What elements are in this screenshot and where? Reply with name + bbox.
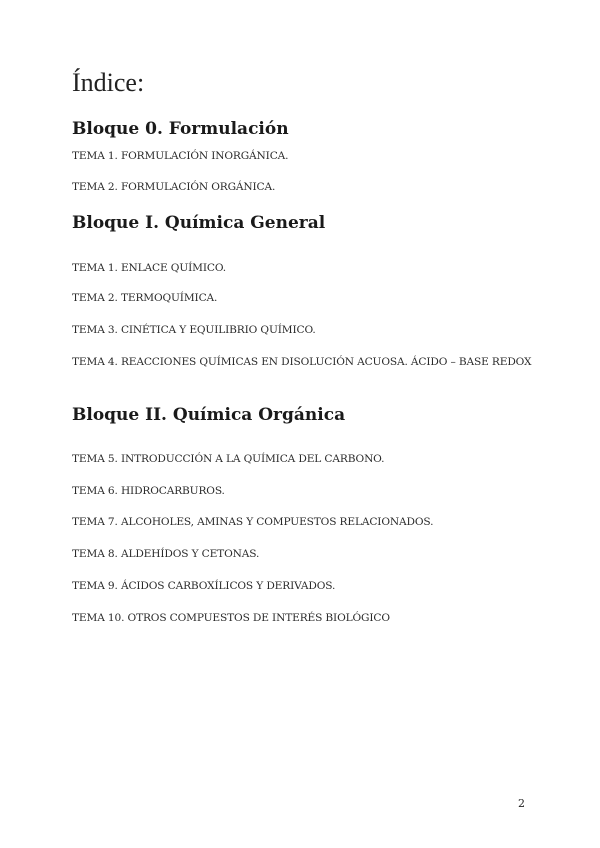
topic-item: TEMA 8. ALDEHÍDOS Y CETONAS. bbox=[72, 548, 260, 560]
page-number: 2 bbox=[518, 797, 525, 810]
topic-item: TEMA 1. ENLACE QUÍMICO. bbox=[72, 262, 226, 274]
topic-item: TEMA 6. HIDROCARBUROS. bbox=[72, 485, 225, 497]
block-heading-quimica-general: Bloque I. Química General bbox=[72, 213, 326, 233]
topic-item: TEMA 3. CINÉTICA Y EQUILIBRIO QUÍMICO. bbox=[72, 324, 316, 336]
topic-item: TEMA 4. REACCIONES QUÍMICAS EN DISOLUCIÓN ACUOSA. ÁCIDO – BASE REDOX bbox=[72, 356, 532, 368]
topic-item: TEMA 10. OTROS COMPUESTOS DE INTERÉS BIOLÓGICO bbox=[72, 612, 390, 624]
topic-item: TEMA 2. TERMOQUÍMICA. bbox=[72, 292, 218, 304]
block-heading-formulacion: Bloque 0. Formulación bbox=[72, 119, 289, 139]
index-title: Índice: bbox=[72, 68, 145, 97]
topic-item: TEMA 1. FORMULACIÓN INORGÁNICA. bbox=[72, 150, 289, 162]
topic-item: TEMA 7. ALCOHOLES, AMINAS Y COMPUESTOS RELACIONADOS. bbox=[72, 516, 434, 528]
topic-item: TEMA 5. INTRODUCCIÓN A LA QUÍMICA DEL CARBONO. bbox=[72, 453, 385, 465]
block-heading-quimica-organica: Bloque II. Química Orgánica bbox=[72, 405, 346, 425]
topic-item: TEMA 9. ÁCIDOS CARBOXÍLICOS Y DERIVADOS. bbox=[72, 580, 336, 592]
topic-item: TEMA 2. FORMULACIÓN ORGÁNICA. bbox=[72, 181, 276, 193]
